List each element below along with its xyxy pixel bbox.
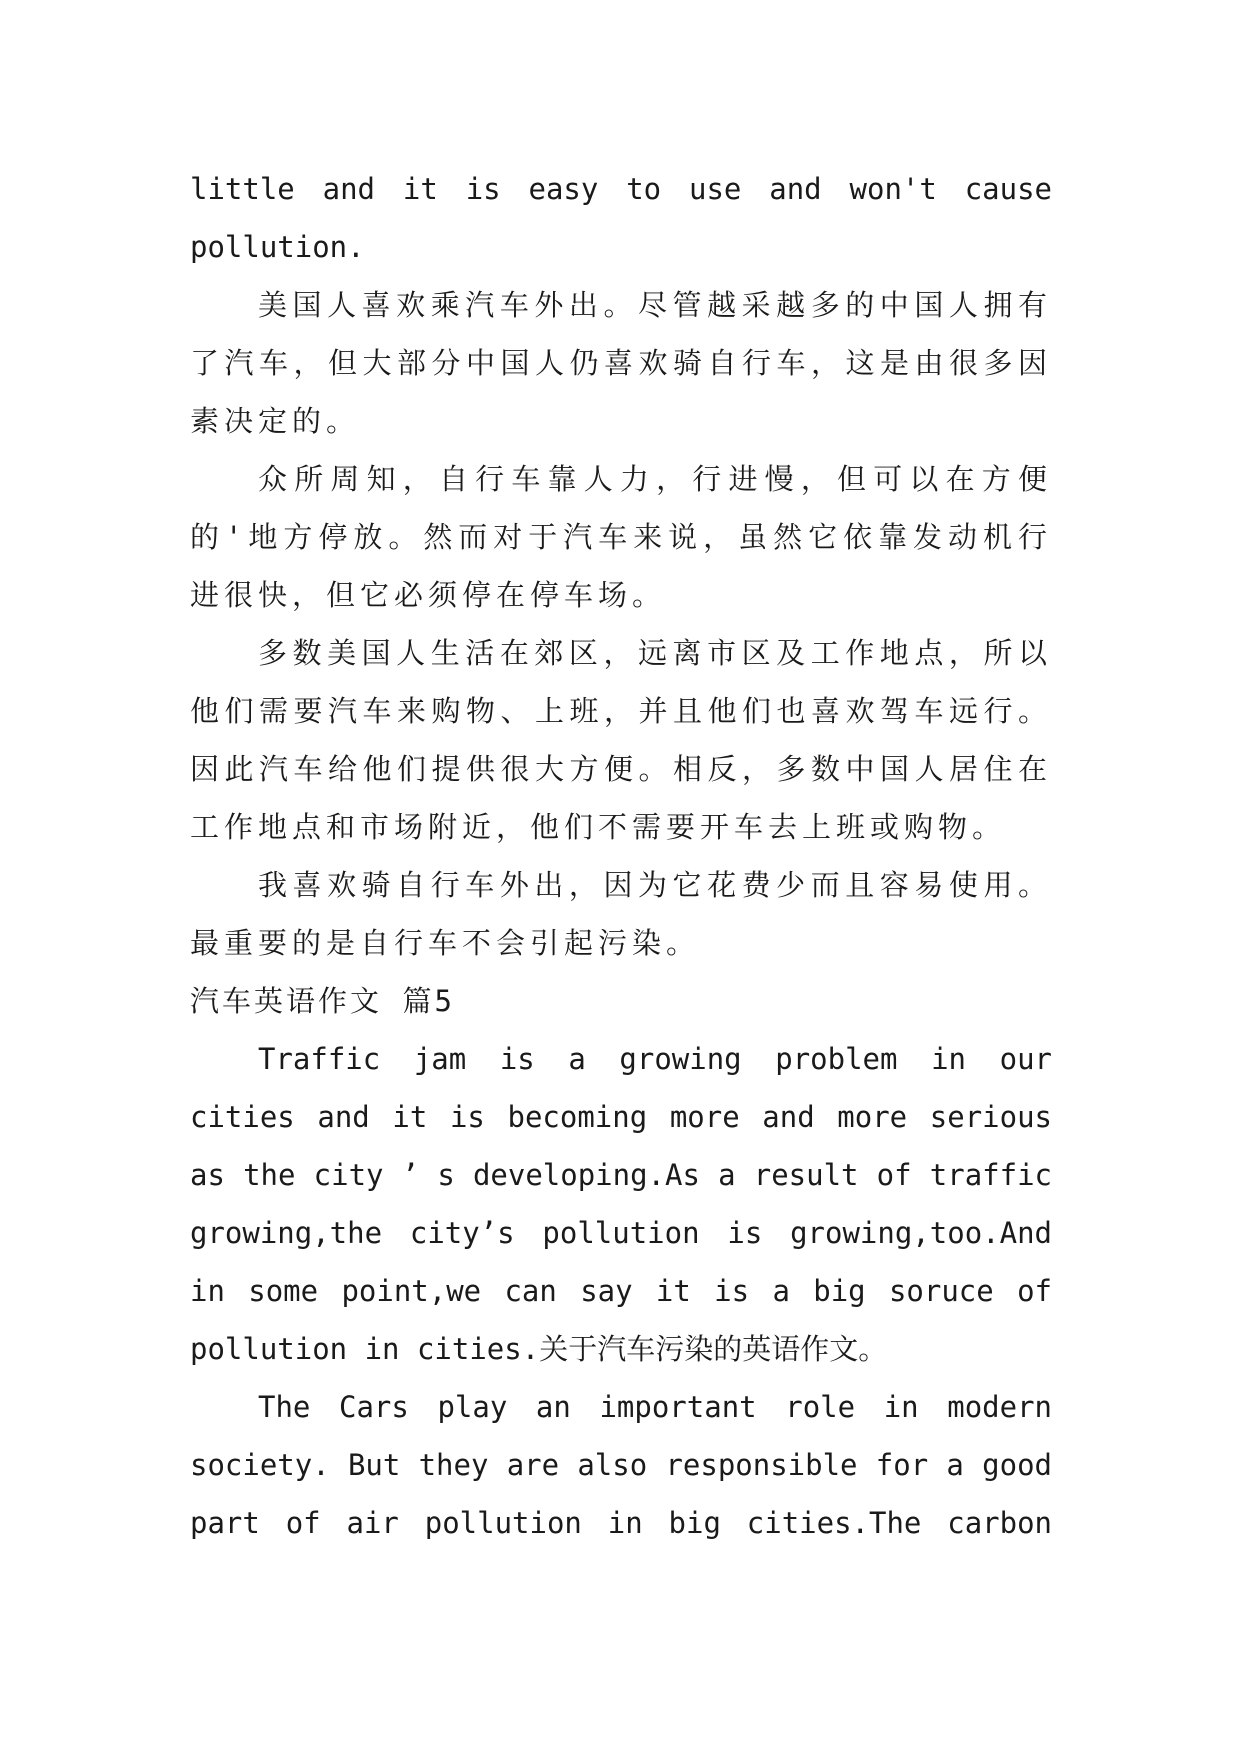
document-body bbox=[190, 160, 1052, 1552]
paragraph-cars-role: The Cars play an important role in modern society. But they are also responsible for a good part of air pollution in big cities.The carbon bbox=[190, 1390, 1052, 1540]
paragraph-americans-cars: 美国人喜欢乘汽车外出。尽管越采越多的中国人拥有了汽车，但大部分中国人仍喜欢骑自行车，这是由很多因素决定的。 bbox=[190, 288, 1052, 438]
paragraph-traffic-jam: Traffic jam is a growing problem in our cities and it is becoming more and more serious as the city ’ s developing.As a result of traffic growing,the city’s pollution is growing,too.And in some point,we can say it is a big soruce of pollution in cities.关于汽车污染的英语作文。 bbox=[190, 1042, 1052, 1366]
paragraph-suburbs: 多数美国人生活在郊区，远离市区及工作地点，所以他们需要汽车来购物、上班，并且他们也喜欢驾车远行。因此汽车给他们提供很大方便。相反，多数中国人居住在工作地点和市场附近，他们不需要开车去上班或购物。 bbox=[190, 636, 1052, 844]
paragraph-bicycle-vs-car: 众所周知，自行车靠人力，行进慢，但可以在方便的'地方停放。然而对于汽车来说，虽然它依靠发动机行进很快，但它必须停在停车场。 bbox=[190, 462, 1052, 612]
paragraph-my-preference: 我喜欢骑自行车外出，因为它花费少而且容易使用。最重要的是自行车不会引起污染。 bbox=[190, 868, 1052, 960]
section-heading: 汽车英语作文 篇5 bbox=[190, 984, 455, 1018]
paragraph-continuation: little and it is easy to use and won't cause pollution. bbox=[190, 172, 1052, 264]
